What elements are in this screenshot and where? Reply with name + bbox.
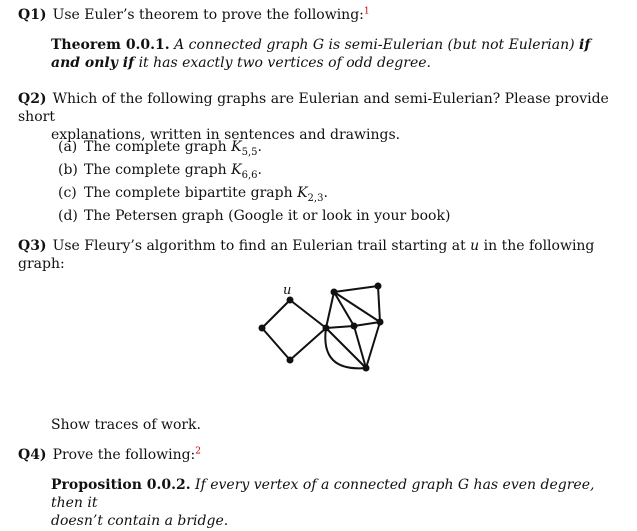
- theorem-block: [51, 36, 611, 72]
- graph-edge: [354, 322, 380, 326]
- list-item-c: [58, 184, 328, 202]
- math-k: K: [231, 162, 242, 178]
- graph-edge: [334, 292, 380, 322]
- list-item-text: The complete graph: [84, 162, 232, 178]
- question-3: [18, 237, 618, 273]
- math-k: K: [297, 185, 308, 201]
- question-1-text: Use Euler’s theorem to prove the following:: [52, 7, 364, 23]
- question-2-number: Q2): [18, 91, 47, 107]
- list-item-end: .: [257, 162, 262, 178]
- question-3-text: Use Fleury’s algorithm to find an Eulerian trail starting at: [52, 238, 471, 254]
- math-subscript: 2,3: [307, 192, 324, 204]
- question-2-line-1: Which of the following graphs are Eulerian and semi-Eulerian? Please provide short: [18, 91, 609, 126]
- list-item-label: (a): [58, 139, 78, 155]
- list-item-text: The complete bipartite graph: [84, 185, 298, 201]
- graph-vertex: [287, 357, 294, 364]
- question-4: [18, 446, 618, 464]
- proposition-heading: Proposition 0.0.2.: [51, 477, 191, 493]
- graph-edge: [262, 300, 290, 328]
- graph-edge: [378, 286, 380, 322]
- graph-edge: [326, 326, 354, 328]
- theorem-iff: if and only if: [51, 37, 591, 72]
- vertex-u-label: u: [283, 283, 292, 298]
- footnote-1-marker[interactable]: 1: [363, 6, 370, 17]
- list-item-label: (d): [58, 208, 78, 224]
- graph-vertex: [323, 325, 330, 332]
- list-item-b: [58, 161, 262, 179]
- graph-diagram: [250, 280, 400, 380]
- graph-vertex: [363, 365, 370, 372]
- question-2: [18, 90, 618, 145]
- graph-vertex: [259, 325, 266, 332]
- question-2-line-2: explanations, written in sentences and drawings.: [51, 127, 401, 144]
- vertex-u-ref: u: [470, 238, 480, 254]
- graph-vertex: [331, 289, 338, 296]
- graph-vertex: [377, 319, 384, 326]
- question-3-end: in the following graph:: [18, 238, 595, 273]
- question-3-number: Q3): [18, 238, 47, 254]
- graph-edge: [262, 328, 290, 360]
- question-1-number: Q1): [18, 7, 47, 23]
- graph-edge: [326, 292, 334, 328]
- graph-edge: [366, 322, 380, 368]
- question-4-text: Prove the following:: [52, 447, 196, 463]
- math-k: K: [231, 139, 242, 155]
- graph-edge: [290, 300, 326, 328]
- list-item-label: (c): [58, 185, 77, 201]
- graph-vertex: [351, 323, 358, 330]
- list-item-label: (b): [58, 162, 78, 178]
- graph-edge: [334, 286, 378, 292]
- math-subscript: 6,6: [241, 169, 258, 181]
- list-item-d: [58, 207, 450, 225]
- list-item-end: .: [323, 185, 328, 201]
- theorem-text-1: A connected graph G is semi-Eulerian (but not Eulerian): [174, 37, 575, 53]
- graph-edge: [334, 292, 354, 326]
- list-item-a: [58, 138, 262, 156]
- graph-vertex: [375, 283, 382, 290]
- question-1: [18, 6, 618, 24]
- graph-edge: [290, 328, 326, 360]
- theorem-heading: Theorem 0.0.1.: [51, 37, 170, 53]
- show-traces: Show traces of work.: [51, 417, 201, 433]
- theorem-text-2: it has exactly two vertices of odd degree.: [138, 55, 431, 72]
- question-4-number: Q4): [18, 447, 47, 463]
- proposition-line-1: If every vertex of a connected graph G has even degree, then it: [51, 477, 595, 512]
- list-item-end: .: [257, 139, 262, 155]
- proposition-line-2: doesn’t contain a bridge.: [51, 513, 229, 530]
- math-subscript: 5,5: [241, 146, 258, 158]
- list-item-text: The complete graph: [84, 139, 232, 155]
- footnote-2-marker[interactable]: 2: [195, 446, 202, 457]
- list-item-text: The Petersen graph (Google it or look in your book): [84, 208, 451, 224]
- proposition-block: [51, 476, 611, 531]
